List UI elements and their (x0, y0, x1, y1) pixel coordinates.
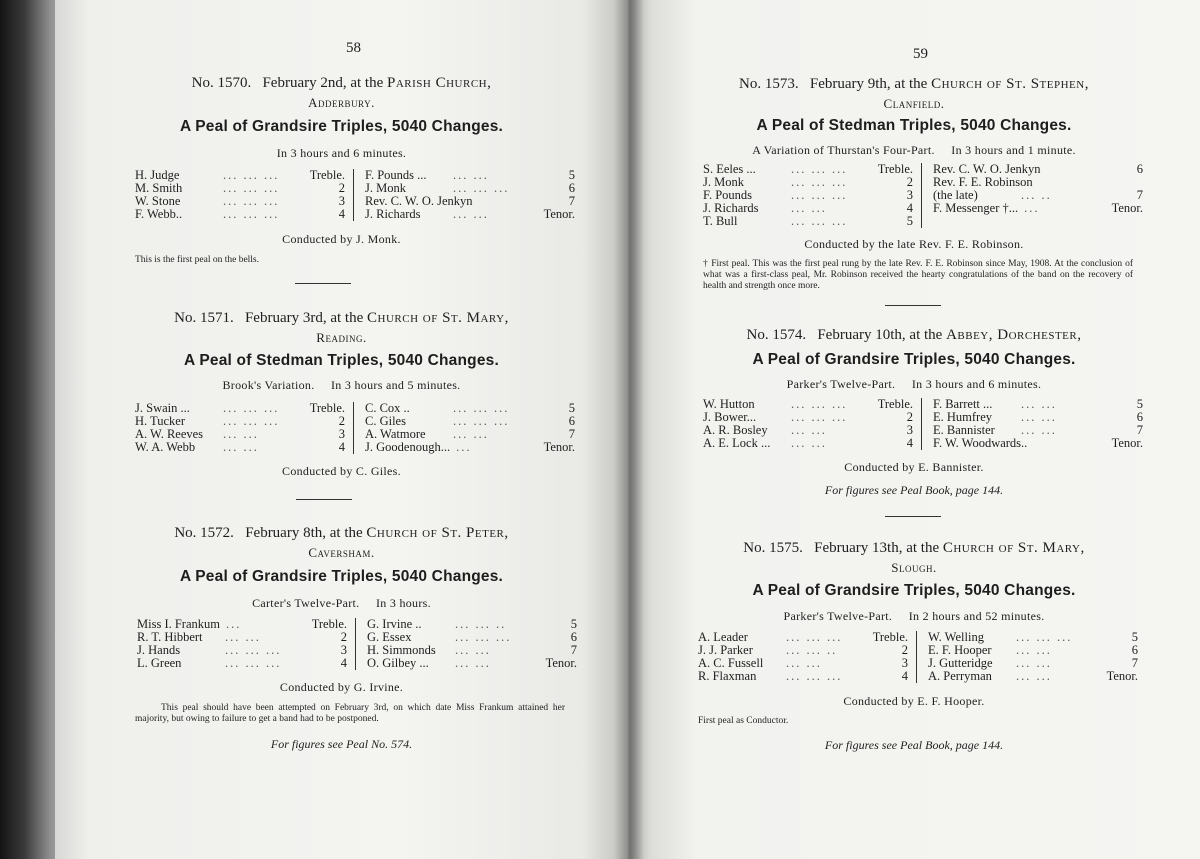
ringer-name: J. Monk (365, 181, 406, 195)
separator-rule (296, 499, 352, 500)
ringer-name: Rev. F. E. Robinson (933, 175, 1033, 189)
ringer-name: G. Irvine .. (367, 617, 422, 631)
dot-leader: ... ... ... (453, 181, 510, 195)
dot-leader: ... ... ... (791, 410, 848, 424)
dot-leader: ... ... ... (453, 414, 510, 428)
ringer-name: J. Richards (365, 207, 421, 221)
separator-rule (885, 305, 941, 306)
bell-number: 5 (570, 617, 577, 631)
bell-number: 3 (338, 427, 345, 441)
ringer-name: O. Gilbey ... (367, 656, 429, 670)
column-divider (355, 618, 356, 670)
ringer-name: J. Richards (703, 201, 759, 215)
column-divider (921, 398, 922, 450)
bell-number: 5 (1136, 397, 1143, 411)
ringers-table (137, 617, 577, 675)
ringer-row (365, 194, 575, 208)
ringer-row (933, 162, 1143, 176)
dot-leader: ... ... .. (455, 617, 507, 631)
dot-leader: ... (226, 617, 242, 631)
ringer-name: W. Stone (135, 194, 181, 208)
ringer-name: J. Gutteridge (928, 656, 993, 670)
ringer-row (367, 656, 577, 670)
bell-number: 3 (901, 656, 908, 670)
dot-leader: ... ... ... (225, 643, 282, 657)
dot-leader: ... ... (453, 427, 489, 441)
dot-leader: ... ... ... (1016, 630, 1073, 644)
bell-number: Treble. (309, 401, 345, 415)
peal-place: Church of St. Stephen, (931, 76, 1089, 92)
ringer-name: (the late) (933, 188, 978, 202)
figures-reference: For figures see Peal No. 574. (270, 737, 413, 751)
bell-number: 7 (1136, 188, 1143, 202)
peal-note: This peal should have been attempted on February 3rd, on which date Miss Frankum attained her majority, but owing to failure to get a band had to be postponed. (135, 703, 565, 724)
ringer-row (137, 643, 347, 657)
ringer-row (703, 423, 913, 437)
ringer-row (367, 617, 577, 631)
peal-subtitle: In 3 hours and 6 minutes. (276, 146, 407, 160)
ringer-row (137, 656, 347, 670)
peal-place-line2: Clanfield. (883, 96, 945, 111)
ringer-row (137, 630, 347, 644)
dot-leader: ... (1024, 201, 1040, 215)
ringer-name: F. Pounds ... (365, 168, 427, 182)
ringer-row (135, 168, 345, 182)
ringer-row (698, 669, 908, 683)
ringer-row (703, 436, 913, 450)
peal-date: February 2nd, at the (262, 75, 384, 91)
column-divider (921, 163, 922, 228)
peal-number: No. 1575. (743, 540, 803, 556)
ringer-row (933, 201, 1143, 215)
dot-leader: ... ... (455, 643, 491, 657)
bell-number: 4 (338, 207, 345, 221)
ringer-row (933, 397, 1143, 411)
peal-place: Abbey, Dorchester, (946, 327, 1082, 343)
dot-leader: ... ... ... (223, 168, 280, 182)
ringer-row (135, 181, 345, 195)
bell-number: 7 (568, 427, 575, 441)
dot-leader: ... ... ... (223, 181, 280, 195)
ringer-row (703, 397, 913, 411)
ringer-row (698, 643, 908, 657)
bell-number: 4 (338, 440, 345, 454)
peal-number: No. 1572. (174, 525, 234, 541)
dot-leader: ... ... ... (786, 669, 843, 683)
peal-title: A Peal of Stedman Triples, 5040 Changes. (756, 117, 1072, 134)
column-divider (353, 169, 354, 221)
peal-title: A Peal of Grandsire Triples, 5040 Changes. (179, 568, 504, 585)
ringer-name: A. Watmore (365, 427, 426, 441)
ringer-row (928, 656, 1138, 670)
bell-number: 3 (906, 188, 913, 202)
conductor-line: Conducted by G. Irvine. (279, 680, 404, 694)
ringer-row (933, 436, 1143, 450)
ringer-row (365, 181, 575, 195)
ringer-row (365, 427, 575, 441)
book-gutter-shadow (614, 0, 644, 859)
ringer-row (135, 427, 345, 441)
dot-leader: ... ... (225, 630, 261, 644)
bell-number: Tenor. (545, 656, 577, 670)
ringer-name: E. Humfrey (933, 410, 993, 424)
bell-number: 7 (1136, 423, 1143, 437)
ringer-name: Rev. C. W. O. Jenkyn (933, 162, 1041, 176)
peal-place: Church of St. Mary, (367, 310, 509, 326)
dot-leader: ... (456, 440, 472, 454)
conductor-line: Conducted by E. F. Hooper. (843, 694, 985, 708)
bell-number: 5 (906, 214, 913, 228)
ringer-name: F. Webb.. (135, 207, 183, 221)
ringer-row (367, 630, 577, 644)
dot-leader: ... ... (453, 168, 489, 182)
ringer-row (928, 669, 1138, 683)
ringer-row (365, 207, 575, 221)
ringer-name: T. Bull (703, 214, 738, 228)
bell-number: 2 (338, 414, 345, 428)
dot-leader: ... ... (791, 201, 827, 215)
ringer-row (365, 440, 575, 454)
dot-leader: ... ... (455, 656, 491, 670)
bell-number: 6 (1136, 410, 1143, 424)
dot-leader: ... ... (791, 436, 827, 450)
peal-place-line2: Caversham. (308, 545, 375, 560)
peal-place: Church of St. Mary, (942, 540, 1085, 556)
ringer-name: C. Cox .. (365, 401, 410, 415)
ringer-row (135, 414, 345, 428)
ringer-name: A. Perryman (928, 669, 992, 683)
ringer-name: H. Simmonds (367, 643, 436, 657)
ringer-row (703, 175, 913, 189)
peal-header (628, 539, 1200, 558)
column-divider (916, 631, 917, 683)
ringer-name: C. Giles (365, 414, 406, 428)
ringer-row (365, 401, 575, 415)
ringer-name: H. Judge (135, 168, 180, 182)
ringer-row (933, 175, 1143, 189)
dot-leader: ... ... (1016, 669, 1052, 683)
bell-number: Treble. (311, 617, 347, 631)
peal-date: February 13th, at the (814, 540, 940, 556)
column-divider (353, 402, 354, 454)
ringer-row (703, 214, 913, 228)
bell-number: 4 (901, 669, 908, 683)
ringer-name: W. Hutton (703, 397, 755, 411)
ringer-name: F. Pounds (703, 188, 753, 202)
bell-number: 6 (1136, 162, 1143, 176)
ringer-name: M. Smith (135, 181, 183, 195)
bell-number: 3 (338, 194, 345, 208)
ringer-name: W. Welling (928, 630, 984, 644)
dot-leader: ... ... (1016, 656, 1052, 670)
ringer-name: A. W. Reeves (135, 427, 204, 441)
bell-number: Treble. (309, 168, 345, 182)
bell-number: 3 (340, 643, 347, 657)
peal-place-line2: Adderbury. (308, 95, 375, 110)
dot-leader: ... ... (1021, 397, 1057, 411)
ringer-row (367, 643, 577, 657)
ringer-row (137, 617, 347, 631)
bell-number: 2 (901, 643, 908, 657)
peal-title: A Peal of Grandsire Triples, 5040 Changes. (752, 351, 1076, 368)
dot-leader: ... ... ... (223, 194, 280, 208)
peal-date: February 10th, at the (817, 327, 943, 343)
dot-leader: ... ... ... (786, 630, 843, 644)
ringer-name: E. Bannister (933, 423, 995, 437)
ringer-name: A. R. Bosley (703, 423, 768, 437)
peal-place: Parish Church, (387, 75, 492, 91)
ringer-name: J. J. Parker (698, 643, 753, 657)
dot-leader: ... ... (1016, 643, 1052, 657)
dot-leader: ... ... (791, 423, 827, 437)
ringer-name: R. Flaxman (698, 669, 757, 683)
bell-number: 2 (906, 175, 913, 189)
dot-leader: ... ... (223, 427, 259, 441)
peal-note: † First peal. This was the first peal rung by the late Rev. F. E. Robinson since May, 1908. At the conclusion of what was a first-class peal, Mr. Robinson received the hearty congratulations of the band on the recovery of health and strength once more. (703, 259, 1133, 291)
ringer-row (135, 207, 345, 221)
ringer-name: J. Monk (703, 175, 744, 189)
ringer-row (928, 643, 1138, 657)
dot-leader: ... ... ... (223, 401, 280, 415)
peal-note: This is the first peal on the bells. (135, 255, 260, 265)
peal-place: Church of St. Peter, (366, 525, 509, 541)
bell-number: 5 (568, 401, 575, 415)
figures-reference: For figures see Peal Book, page 144. (824, 483, 1004, 497)
ringer-row (703, 188, 913, 202)
ringer-name: Miss I. Frankum (137, 617, 220, 631)
dot-leader: ... ... ... (223, 207, 280, 221)
dot-leader: ... ... ... (225, 656, 282, 670)
dot-leader: ... ... ... (453, 401, 510, 415)
dot-leader: ... ... .. (786, 643, 838, 657)
bell-number: Treble. (872, 630, 908, 644)
peal-subtitle: Parker's Twelve-Part. In 3 hours and 6 minutes. (786, 377, 1042, 391)
bell-number: Tenor. (1111, 201, 1143, 215)
ringer-name: J. Hands (137, 643, 181, 657)
ringer-name: F. Messenger †... (933, 201, 1019, 215)
ringers-table (703, 162, 1143, 232)
peal-title: A Peal of Grandsire Triples, 5040 Changes. (179, 118, 504, 135)
bell-number: Treble. (877, 162, 913, 176)
ringer-row (698, 630, 908, 644)
peal-date: February 3rd, at the (244, 310, 364, 326)
bell-number: Tenor. (1106, 669, 1138, 683)
ringers-table (135, 168, 575, 226)
peal-number: No. 1574. (746, 327, 807, 343)
ringer-name: R. T. Hibbert (137, 630, 203, 644)
bell-number: 4 (906, 436, 913, 450)
bell-number: 2 (338, 181, 345, 195)
dot-leader: ... ... ... (791, 214, 848, 228)
peal-header (628, 75, 1200, 94)
dot-leader: ... ... ... (791, 175, 848, 189)
ringer-name: A. C. Fussell (698, 656, 764, 670)
ringer-name: G. Essex (367, 630, 412, 644)
peal-place-line2: Slough. (891, 560, 937, 575)
ringers-table (698, 630, 1143, 688)
ringer-name: E. F. Hooper (928, 643, 992, 657)
peal-number: No. 1571. (174, 310, 234, 326)
dot-leader: ... ... (1021, 410, 1057, 424)
ringer-name: F. W. Woodwards.. (933, 436, 1028, 450)
ringer-row (933, 423, 1143, 437)
ringer-row (703, 201, 913, 215)
bell-number: Tenor. (1111, 436, 1143, 450)
peal-number: No. 1573. (739, 76, 799, 92)
bell-number: 6 (568, 181, 575, 195)
dot-leader: ... ... (453, 207, 489, 221)
dot-leader: ... .. (1021, 188, 1052, 202)
peal-header (55, 74, 628, 93)
peal-subtitle: Brook's Variation. In 3 hours and 5 minutes. (222, 378, 461, 392)
conductor-line: Conducted by E. Bannister. (844, 460, 984, 474)
bell-number: 7 (570, 643, 577, 657)
ringer-name: J. Bower... (703, 410, 757, 424)
bell-number: 5 (1131, 630, 1138, 644)
ringers-table (703, 397, 1143, 455)
separator-rule (295, 283, 351, 284)
ringer-row (135, 194, 345, 208)
bell-number: 3 (906, 423, 913, 437)
bell-number: 2 (340, 630, 347, 644)
ringer-name: A. Leader (698, 630, 748, 644)
bell-number: 6 (570, 630, 577, 644)
ringer-name: H. Tucker (135, 414, 186, 428)
peal-header (55, 524, 628, 543)
dot-leader: ... ... (223, 440, 259, 454)
separator-rule (885, 516, 941, 517)
peal-title: A Peal of Stedman Triples, 5040 Changes. (184, 352, 499, 369)
bell-number: 6 (568, 414, 575, 428)
ringer-name: L. Green (137, 656, 182, 670)
ringer-row (703, 410, 913, 424)
peal-header (55, 309, 628, 328)
peal-date: February 8th, at the (245, 525, 363, 541)
ringer-row (933, 188, 1143, 202)
ringer-name: S. Eeles ... (703, 162, 756, 176)
ringer-row (703, 162, 913, 176)
dot-leader: ... ... ... (223, 414, 280, 428)
ringer-name: F. Barrett ... (933, 397, 993, 411)
peal-number: No. 1570. (191, 75, 252, 91)
dot-leader: ... ... ... (791, 188, 848, 202)
ringer-row (365, 168, 575, 182)
peal-subtitle: Parker's Twelve-Part. In 2 hours and 52 minutes. (783, 609, 1045, 623)
peal-place-line2: Reading. (316, 330, 367, 345)
peal-date: February 9th, at the (809, 76, 928, 92)
peal-header (628, 326, 1200, 345)
ringer-row (698, 656, 908, 670)
figures-reference: For figures see Peal Book, page 144. (824, 738, 1004, 752)
bell-number: 7 (1131, 656, 1138, 670)
dot-leader: ... ... ... (455, 630, 512, 644)
ringer-row (135, 401, 345, 415)
ringer-row (928, 630, 1138, 644)
bell-number: 7 (568, 194, 575, 208)
ringer-name: J. Swain ... (135, 401, 190, 415)
peal-note: First peal as Conductor. (698, 716, 789, 726)
conductor-line: Conducted by the late Rev. F. E. Robinson. (804, 237, 1024, 251)
conductor-line: Conducted by C. Giles. (282, 464, 401, 478)
ringer-row (135, 440, 345, 454)
page-number: 59 (913, 46, 928, 62)
ringer-name: Rev. C. W. O. Jenkyn (365, 194, 473, 208)
right-page (628, 0, 1200, 859)
ringer-name: A. E. Lock ... (703, 436, 771, 450)
ringer-row (933, 410, 1143, 424)
ringers-table (135, 401, 575, 459)
bell-number: 6 (1131, 643, 1138, 657)
bell-number: Tenor. (543, 207, 575, 221)
bell-number: Treble. (877, 397, 913, 411)
dot-leader: ... ... ... (791, 162, 848, 176)
left-page (55, 0, 628, 859)
peal-subtitle: Carter's Twelve-Part. In 3 hours. (252, 596, 431, 610)
conductor-line: Conducted by J. Monk. (282, 232, 401, 246)
ringer-row (365, 414, 575, 428)
peal-title: A Peal of Grandsire Triples, 5040 Changes. (752, 582, 1076, 599)
dot-leader: ... ... ... (791, 397, 848, 411)
bell-number: 4 (340, 656, 347, 670)
ringer-name: W. A. Webb (135, 440, 196, 454)
dot-leader: ... ... (1021, 423, 1057, 437)
page-number: 58 (346, 40, 361, 56)
bell-number: 5 (568, 168, 575, 182)
dot-leader: ... ... (786, 656, 822, 670)
bell-number: Tenor. (543, 440, 575, 454)
bell-number: 2 (906, 410, 913, 424)
bell-number: 4 (906, 201, 913, 215)
peal-subtitle: A Variation of Thurstan's Four-Part. In 3 hours and 1 minute. (752, 143, 1076, 157)
ringer-name: J. Goodenough... (365, 440, 451, 454)
